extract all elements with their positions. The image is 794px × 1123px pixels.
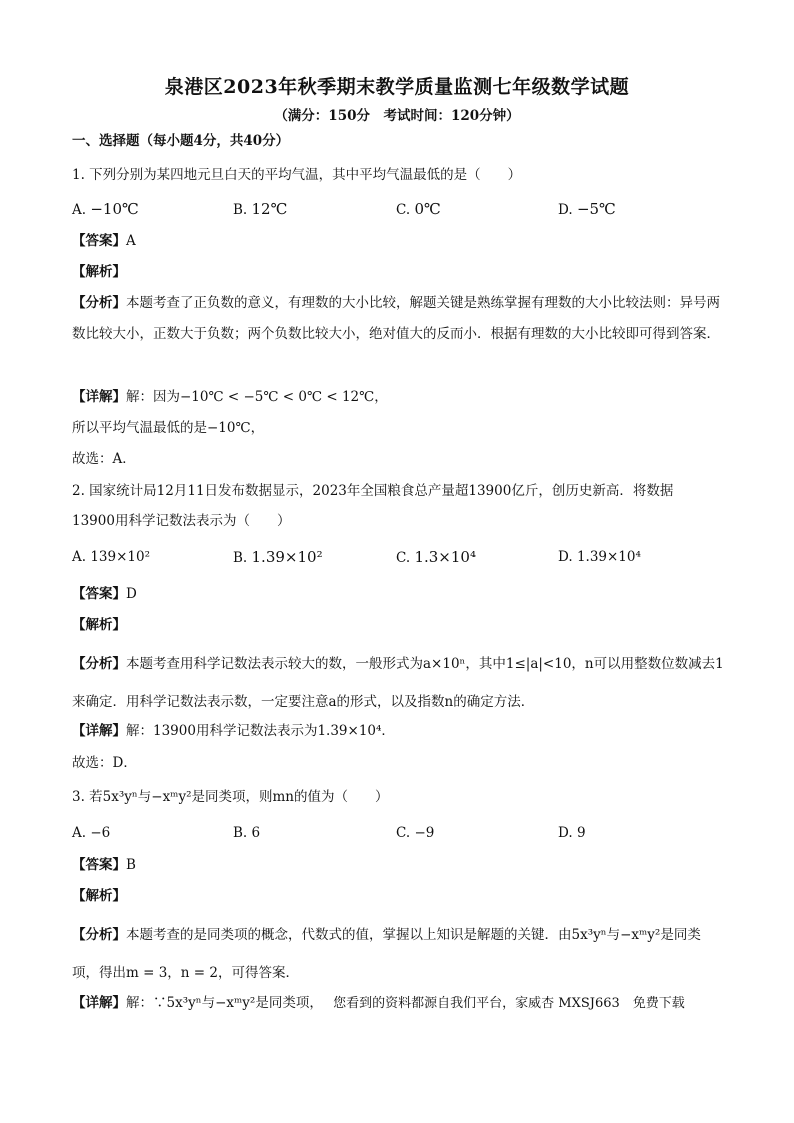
q1-fenxi: 【分析】本题考查了正负数的意义，有理数的大小比较，解题关键是熟练掌握有理数的大小比较法则：异号两数比较大小，正数大于负数；两个负数比较大小，绝对值大的反而小．根据有理数的大小比较即可得到答案． (72, 295, 720, 342)
q2-analysis-tag: 【解析】 (72, 617, 126, 633)
q3-option-c: C. −9 (396, 825, 435, 841)
q2-fenxi: 【分析】本题考查用科学记数法表示较大的数，一般形式为a×10ⁿ，其中1≤|a|<10，n可以用整数位数减去1来确定．用科学记数法表示数，一定要注意a的形式，以及指数n的确定方法． (72, 656, 724, 710)
q3-xiangjie: 【详解】解：∵5x³yⁿ与−xᵐy²是同类项， 您看到的资料都源自我们平台，家威杏 MXSJ663 免费下载 (72, 995, 685, 1011)
q1-option-c: C. 0℃ (396, 200, 441, 218)
q1-option-b: B. 12℃ (233, 200, 288, 218)
q3-answer: 【答案】B (72, 857, 136, 873)
q1-conclusion: 所以平均气温最低的是−10℃， (72, 420, 265, 436)
q2-stem-line1: 2. 国家统计局12月11日发布数据显示，2023年全国粮食总产量超13900亿斤，创历史新高．将数据 (72, 483, 674, 499)
q2-xiangjie: 【详解】解：13900用科学记数法表示为1.39×10⁴． (72, 723, 395, 739)
q2-answer: 【答案】D (72, 586, 137, 602)
watermark-text: 您看到的资料都源自我们平台，家威杏 MXSJ663 免费下载 (333, 996, 685, 1011)
q1-choice: 故选：A． (72, 451, 136, 467)
q3-stem: 3. 若5x³yⁿ与−xᵐy²是同类项，则mn的值为（ ） (72, 789, 389, 805)
q1-stem: 1. 下列分别为某四地元旦白天的平均气温，其中平均气温最低的是（ ） (72, 167, 522, 183)
q1-xiangjie: 【详解】解：因为−10℃ < −5℃ < 0℃ < 12℃， (72, 389, 388, 405)
q1-answer: 【答案】A (72, 233, 136, 249)
q1-option-a: A. −10℃ (72, 200, 139, 218)
q1-analysis-tag: 【解析】 (72, 264, 126, 280)
section-heading: 一、选择题（每小题4分，共40分） (72, 133, 290, 149)
q3-option-b: B. 6 (233, 825, 261, 841)
q2-option-b: B. 1.39×10² (233, 548, 323, 566)
q3-option-a: A. −6 (72, 825, 111, 841)
q1-option-d: D. −5℃ (558, 200, 616, 218)
page-title: 泉港区2023年秋季期末教学质量监测七年级数学试题 (164, 76, 630, 98)
q2-choice: 故选：D． (72, 755, 137, 771)
q2-option-d: D. 1.39×10⁴ (558, 549, 641, 565)
q2-stem-line2: 13900用科学记数法表示为（ ） (72, 513, 291, 529)
q2-option-c: C. 1.3×10⁴ (396, 548, 476, 566)
q3-fenxi: 【分析】本题考查的是同类项的概念，代数式的值，掌握以上知识是解题的关键．由5x³yⁿ与−xᵐy²是同类项，得出m = 3，n = 2，可得答案． (72, 927, 701, 981)
page-subtitle: （满分：150分 考试时间：120分钟） (274, 108, 520, 124)
q2-option-a: A. 139×10² (72, 549, 151, 565)
q3-analysis-tag: 【解析】 (72, 888, 126, 904)
q3-option-d: D. 9 (558, 825, 586, 841)
